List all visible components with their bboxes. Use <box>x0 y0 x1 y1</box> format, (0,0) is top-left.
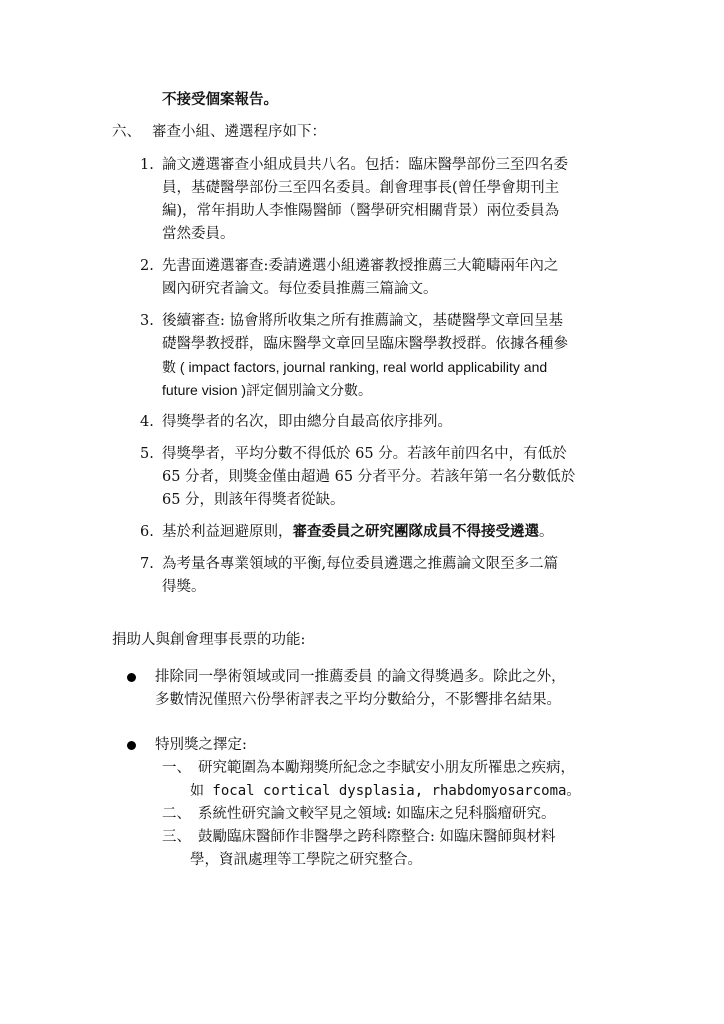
item-6-suffix: 。 <box>539 524 554 540</box>
item-6-line <box>162 522 554 542</box>
item-3-number: 3. <box>140 313 154 329</box>
item-7-line-1: 為考量各專業領域的平衡,每位委員遴選之推薦論文限至多二篇 <box>162 556 559 572</box>
item-2-line-2: 國內研究者論文。每位委員推薦三篇論文。 <box>162 281 438 297</box>
subitem-1-line-2: 如 focal cortical dysplasia, rhabdomyosarcoma。 <box>190 783 581 799</box>
bullet-dot-1 <box>127 673 136 682</box>
special-award-title: 特別獎之擇定: <box>155 737 247 753</box>
bullet-1-line-2: 多數情況僅照六份學術評表之平均分數給分，不影響排名結果。 <box>155 692 561 708</box>
subitem-1-marker: 一、 <box>162 760 191 776</box>
donor-heading: 捐助人與創會理事長票的功能: <box>112 632 306 648</box>
bullet-1-line-1: 排除同一學術領域或同一推薦委員 的論文得獎過多。除此之外， <box>155 669 566 685</box>
section-six-title: 審查小組、遴選程序如下： <box>152 124 326 140</box>
item-6-prefix: 基於利益迴避原則， <box>162 524 293 540</box>
item-1-line-3: 編)，常年捐助人李惟陽醫師（醫學研究相關背景）兩位委員為 <box>162 203 560 219</box>
section-six-marker: 六、 <box>112 124 141 140</box>
item-5-line-3: 65 分，則該年得獎者從缺。 <box>162 492 345 508</box>
bullet-dot-2 <box>127 741 136 750</box>
intro-line: 不接受個案報告。 <box>162 91 278 108</box>
item-7-number: 7. <box>140 556 154 572</box>
item-6-bold-text: 審查委員之研究團隊成員不得接受遴選 <box>292 523 539 540</box>
item-1-line-1: 論文遴選審查小組成員共八名。包括：臨床醫學部份三至四名委 <box>162 157 568 173</box>
item-1-number: 1. <box>140 157 154 173</box>
item-3-line-2: 礎醫學教授群，臨床醫學文章回呈臨床醫學教授群。依據各種參 <box>162 336 568 352</box>
item-7-line-2: 得獎。 <box>162 579 206 595</box>
item-5-line-1: 得獎學者，平均分數不得低於 65 分。若該年前四名中，有低於 <box>162 446 567 462</box>
subitem-2-marker: 二、 <box>162 806 191 822</box>
item-6-number: 6. <box>140 524 154 540</box>
subitem-2-line-1: 系統性研究論文較罕見之領域: 如臨床之兒科腦瘤研究。 <box>198 806 556 822</box>
subitem-3-line-2: 學，資訊處理等工學院之研究整合。 <box>190 852 422 868</box>
item-2-line-1: 先書面遴選審查:委請遴選小組遴審教授推薦三大範疇兩年內之 <box>162 258 559 274</box>
item-5-line-2: 65 分者，則獎金僅由超過 65 分者平分。若該年第一名分數低於 <box>162 469 576 485</box>
subitem-3-line-1: 鼓勵臨床醫師作非醫學之跨科際整合: 如臨床醫師與材料 <box>198 829 556 845</box>
item-5-number: 5. <box>140 446 154 462</box>
item-3-line-3: 數 ( impact factors, journal ranking, real world applicability and <box>162 359 548 375</box>
item-3-line-1: 後續審查: 協會將所收集之所有推薦論文，基礎醫學文章回呈基 <box>162 313 563 329</box>
item-2-number: 2. <box>140 258 154 274</box>
item-1-line-4: 當然委員。 <box>162 226 235 242</box>
item-4-line-1: 得獎學者的名次，即由總分自最高依序排列。 <box>162 414 452 430</box>
item-1-line-2: 員，基礎醫學部份三至四名委員。創會理事長(曾任學會期刊主 <box>162 180 560 196</box>
item-3-line-4: future vision )評定個別論文分數。 <box>162 382 373 398</box>
item-4-number: 4. <box>140 414 154 430</box>
subitem-3-marker: 三、 <box>162 829 191 845</box>
subitem-1-line-1: 研究範圍為本勵翔獎所紀念之李賦安小朋友所罹患之疾病， <box>198 760 575 776</box>
